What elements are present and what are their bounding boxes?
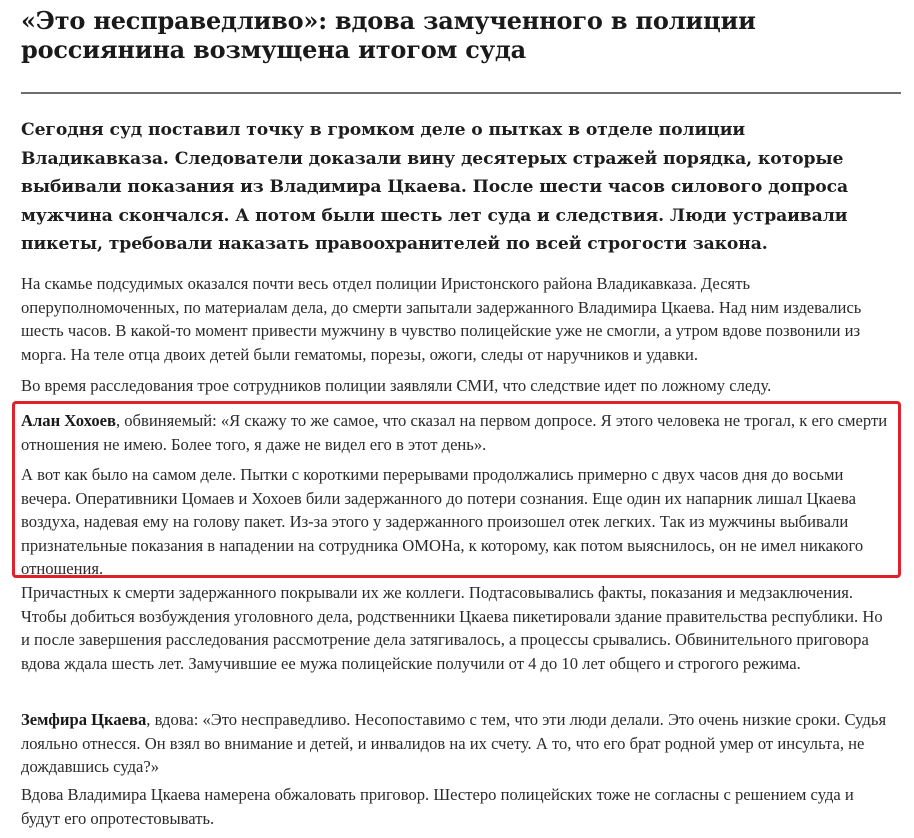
paragraph-7 [21, 783, 893, 830]
article-lead: Сегодня суд поставил точку в громком деле о пытках в отделе полиции Владикавказа. Следователи доказали вину десятерых стражей порядка, которые выбивали показания из Владимира Цкаева. После шести часов силового допроса мужчина скончался. А потом были шесть лет суда и следствия. Люди устраивали пикеты, требовали наказать правоохранителей по всей строгости закона. [21, 120, 849, 255]
paragraph-2 [21, 374, 893, 398]
speaker-name: Земфира Цкаева [21, 710, 147, 729]
paragraph-text: Причастных к смерти задержанного покрывали их же коллеги. Подтасовывались факты, показания и медзаключения. Чтобы добиться возбуждения уголовного дела, родственники Цкаева пикетировали здание правительства республики. Но и после завершения расследования рассмотрение дела затягивалось, а процессы срывались. Обвинительного приговора вдова ждала шесть лет. Замучившие ее мужа полицейские получили от 4 до 10 лет общего и строгого режима. [21, 583, 883, 673]
quote-paragraph [21, 708, 893, 779]
paragraph-text: На скамье подсудимых оказался почти весь отдел полиции Иристонского района Владикавказа. Десять оперуполномоченных, по материалам дела, до смерти запытали задержанного Владимира Цкаева. Над ним издевались шесть часов. В какой-то момент привести мужчину в чувство полицейские уже не смогли, а утром вдове позвонили из морга. На теле отца двоих детей были гематомы, порезы, ожоги, следы от наручников и удавки. [21, 274, 862, 364]
paragraph-text: А вот как было на самом деле. Пытки с короткими перерывами продолжались примерно с двух часов дня до восьми вечера. Оперативники Цомаев и Хохоев били задержанного до потери сознания. Еще один их напарник лишал Цкаева воздуха, надевая ему на голову пакет. Из-за этого у задержанного произошел отек легких. Так из мужчины выбивали признательные показания в нападении на сотрудника ОМОНа, к которому, как потом выяснилось, он не имел никакого отношения. [21, 465, 864, 579]
paragraph-text: Вдова Владимира Цкаева намерена обжаловать приговор. Шестеро полицейских тоже не согласны с решением суда и будут его опротестовывать. [21, 785, 854, 828]
quote-text: , обвиняемый: «Я скажу то же самое, что сказал на первом допросе. Я этого человека не трогал, к его смерти отношения не имею. Более того, я даже не видел его в этот день». [21, 411, 888, 454]
speaker-name: Алан Хохоев [21, 411, 116, 430]
quote-paragraph [21, 409, 889, 456]
quote-alan-khokhoev [21, 409, 889, 456]
paragraph-text: Во время расследования трое сотрудников полиции заявляли СМИ, что следствие идет по ложному следу. [21, 376, 772, 395]
quote-text: , вдова: «Это несправедливо. Несопоставимо с тем, что эти люди делали. Это очень низкие сроки. Судья лояльно отнесся. Он взял во внимание и детей, и инвалидов на их счету. А то, что его брат родной умер от инсульта, не дождавшись суда?» [21, 710, 887, 777]
paragraph-1 [21, 272, 893, 366]
article-title: «Это несправедливо»: вдова замученного в полиции россиянина возмущена итогом суда [21, 6, 756, 64]
paragraph-facts [21, 463, 889, 581]
paragraph-5 [21, 581, 893, 675]
article [21, 0, 901, 64]
title-divider [21, 92, 901, 94]
quote-zemfira-tskaeva [21, 708, 893, 779]
